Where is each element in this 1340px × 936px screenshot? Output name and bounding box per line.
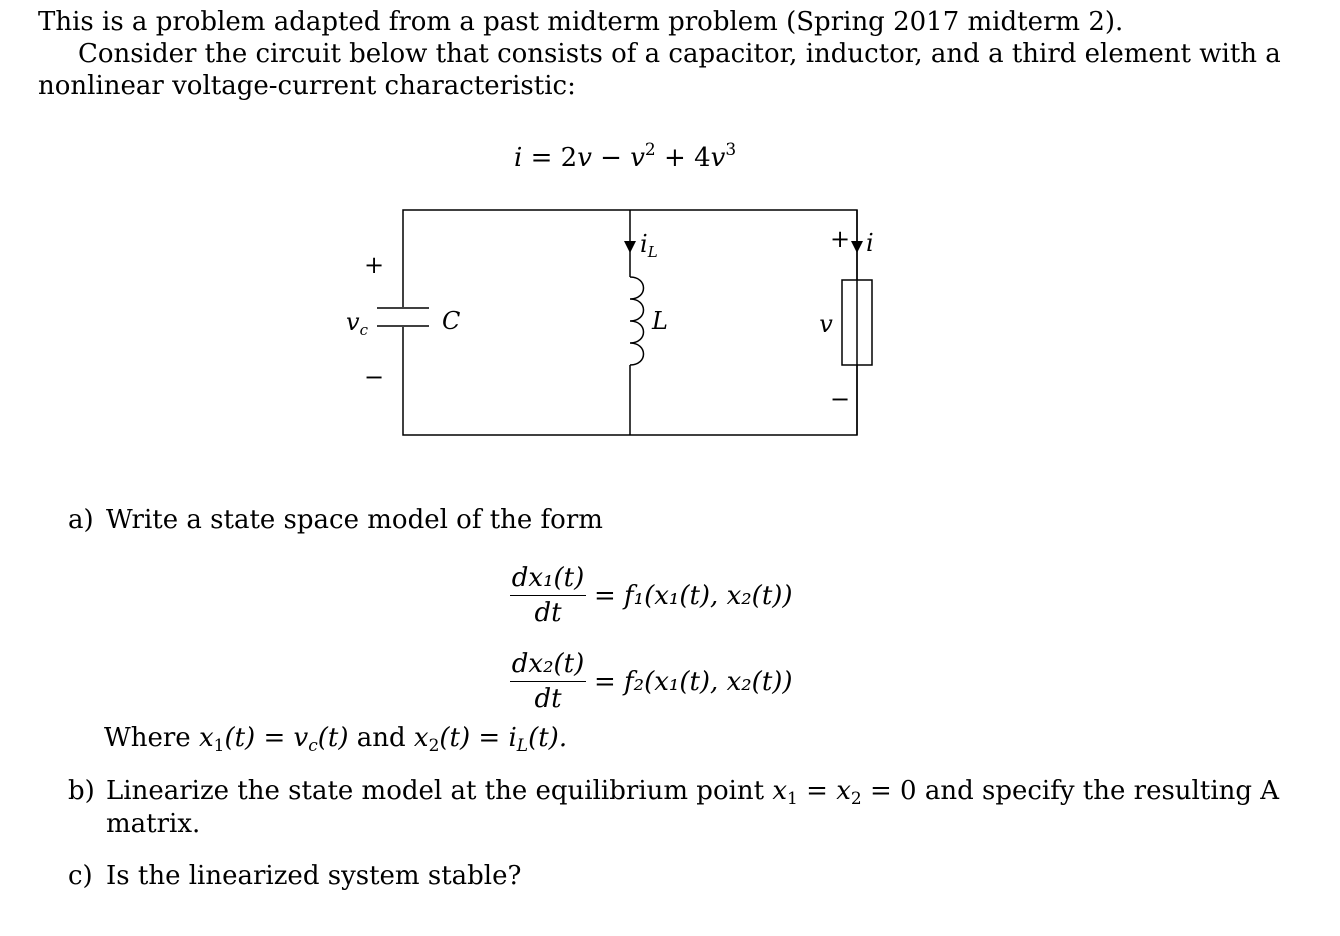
where-x2: x [413,723,429,753]
part-b-label: b) [68,776,95,806]
where-vc-sub: c [308,736,318,756]
eq-v3: v [710,143,726,173]
intro-line-3: nonlinear voltage-current characteristic: [38,71,576,101]
part-b-x2: x [836,776,851,806]
part-a-text: Write a state space model of the form [106,505,603,535]
eq1-fraction [510,563,586,628]
part-a-label: a) [68,505,94,535]
where-x1-sub: 1 [213,736,225,756]
part-b-line-1 [106,775,1279,815]
eq-i: i [514,143,523,173]
where-il-sub: L [516,736,529,756]
part-b-eq2: = 0 and specify the resulting A [861,776,1280,806]
eq1-denominator: dt [534,598,562,628]
circuit-diagram [330,195,890,445]
inductor-current-arrow [624,241,636,253]
where-p4: (t). [528,723,568,753]
inductor-current-i: i [640,230,648,258]
intro-line-1: This is a problem adapted from a past midterm problem (Spring 2017 midterm 2). [38,7,1124,37]
cap-plus-sign: + [363,251,385,279]
eq1-numerator: dx₁(t) [511,563,585,593]
part-b-eq1: = [797,776,837,806]
where-p2: (t) [317,723,349,753]
where-and: and [348,723,414,753]
eq2-fraction-bar [510,681,586,682]
cap-voltage-label [346,308,369,339]
intro-line-2: Consider the circuit below that consists of a capacitor, inductor, and a third element with a [78,39,1281,69]
eq-plus: + 4 [655,143,711,173]
element-minus-sign: − [829,385,851,413]
eq-v1: v [577,143,592,173]
capacitor-gap [385,307,421,327]
eq-part-a: = 2 [522,143,578,173]
inductor-current-label [640,230,658,261]
eq2-rhs: = f₂(x₁(t), x₂(t)) [594,667,793,697]
part-b-x1: x [772,776,788,806]
inductor-label: L [652,307,668,335]
nonlinear-equation [514,134,736,174]
part-c-label: c) [68,861,93,891]
where-p1: (t) = [224,723,294,753]
where-line [104,722,567,762]
part-b-line-2: matrix. [106,809,201,839]
cap-voltage-sub: c [359,321,368,339]
element-plus-sign: + [829,225,851,253]
cap-voltage-v: v [346,308,360,336]
element-current-arrow [851,241,863,253]
part-b-text: Linearize the state model at the equilibrium point [106,776,773,806]
where-il: i [508,723,517,753]
eq2-numerator: dx₂(t) [511,649,585,679]
element-voltage-label: v [819,310,833,338]
eq-exp3: 3 [725,140,737,160]
element-current-label: i [866,229,874,257]
where-x2-sub: 2 [428,736,440,756]
eq-v2: v [630,143,645,173]
eq2-denominator: dt [534,684,562,714]
inductor-current-sub: L [647,243,658,261]
cap-minus-sign: − [363,363,385,391]
part-c-text: Is the linearized system stable? [106,861,522,891]
eq-exp2: 2 [644,140,656,160]
capacitor-label: C [442,307,461,335]
inductor-symbol [630,277,644,365]
eq-minus: − [591,143,631,173]
eq1-fraction-bar [510,595,586,596]
where-word: Where [104,723,199,753]
where-vc: v [293,723,309,753]
where-p3: (t) = [439,723,509,753]
part-b-x2-sub: 2 [850,789,862,809]
eq1-rhs: = f₁(x₁(t), x₂(t)) [594,581,793,611]
where-x1: x [198,723,214,753]
part-b-x1-sub: 1 [787,789,798,809]
eq2-fraction [510,649,586,714]
